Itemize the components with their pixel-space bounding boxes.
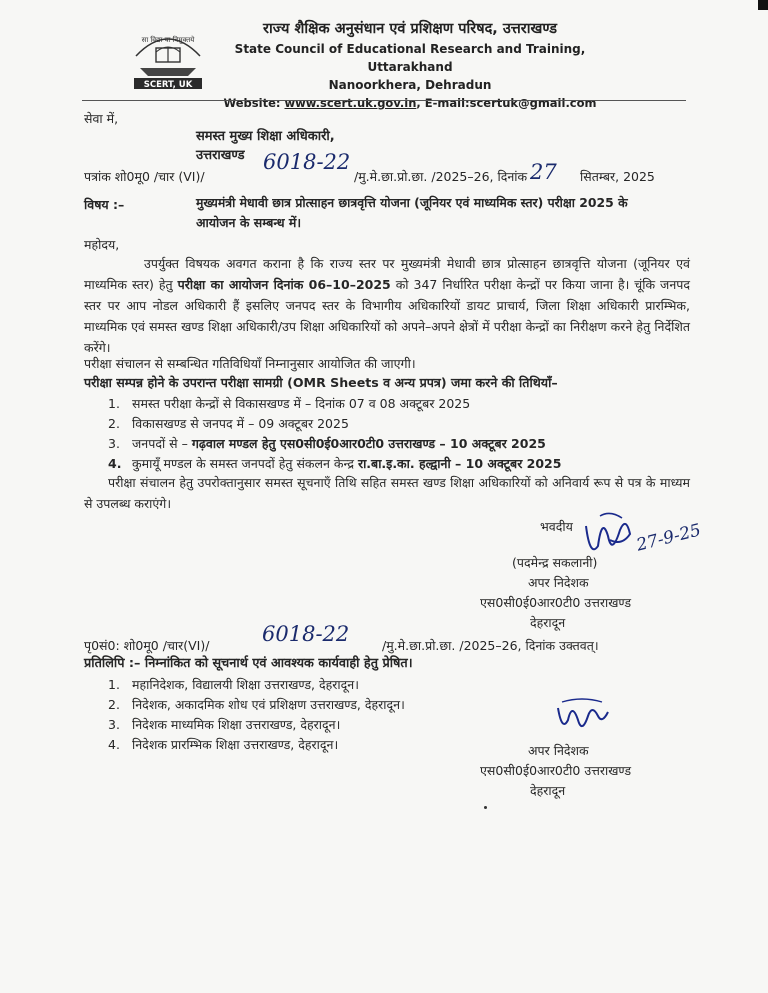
- letter-number-prefix: पत्रांक शो0मू0 /चार (VI)/: [84, 169, 205, 184]
- endorsement-prefix: पृ0सं0: शो0मू0 /चार(VI)/: [84, 638, 210, 653]
- recipient-line2: उत्तराखण्ड: [196, 148, 245, 163]
- signatory2-city: देहरादून: [530, 783, 566, 798]
- list-item: 4. निदेशक प्रारम्भिक शिक्षा उत्तराखण्ड, देहरादून।: [108, 737, 339, 752]
- handwritten-date-day: 27: [530, 160, 557, 184]
- closing-bhavdiya: भवदीय: [540, 519, 573, 534]
- letterhead-title-english: State Council of Educational Research and Training, Uttarakhand: [234, 42, 586, 74]
- copy-to-list: [108, 675, 405, 755]
- letter-month-year: सितम्बर, 2025: [580, 169, 655, 184]
- subject-label: विषय :–: [84, 197, 125, 212]
- copy-to-heading: प्रतिलिपि :– निम्नांकित को सूचनार्थ एवं आवश्यक कार्यवाही हेतु प्रेषित।: [84, 656, 413, 671]
- seva-label: सेवा में,: [84, 111, 119, 126]
- salutation: महोदय,: [84, 237, 120, 252]
- list-item: 3. निदेशक माध्यमिक शिक्षा उत्तराखण्ड, देहरादून।: [108, 717, 341, 732]
- list-item: 1. समस्त परीक्षा केन्द्रों से विकासखण्ड में – दिनांक 07 व 08 अक्टूबर 2025: [108, 396, 471, 411]
- scert-logo: [126, 22, 210, 92]
- body-paragraph-3: परीक्षा संचालन हेतु उपरोक्तानुसार समस्त सूचनाएँ तिथि सहित समस्त खण्ड शिक्षा अधिकारियों को अनिवार्य रूप से पत्र के माध्यम से उपलब्ध कराएंगे।: [84, 475, 690, 511]
- recipient-line1: समस्त मुख्य शिक्षा अधिकारी,: [196, 129, 335, 144]
- website-link[interactable]: www.scert.uk.gov.in: [284, 96, 417, 110]
- list-item: 2. विकासखण्ड से जनपद में – 09 अक्टूबर 2025: [108, 416, 349, 431]
- list-item: 3. जनपदों से – गढ़वाल मण्डल हेतु एस0सी0ई0आर0टी0 उत्तराखण्ड – 10 अक्टूबर 2025: [108, 436, 546, 451]
- letter-number-suffix: /मु.मे.छा.प्रो.छा. /2025–26, दिनांक: [354, 169, 528, 184]
- subject-line2: आयोजन के सम्बन्ध में।: [196, 215, 302, 230]
- body-paragraph-2: परीक्षा संचालन से सम्बन्धित गतिविधियाँ निम्नानुसार आयोजित की जाएगी।: [84, 356, 416, 371]
- logo-caption: SCERT, UK: [143, 80, 193, 90]
- handwritten-letter-number: 6018-22: [263, 150, 351, 174]
- exam-date-highlight: परीक्षा का आयोजन दिनांक 06–10–2025: [177, 277, 391, 292]
- list-item: 2. निदेशक, अकादमिक शोध एवं प्रशिक्षण उत्तराखण्ड, देहरादून।: [108, 697, 405, 712]
- header-divider: [82, 100, 686, 101]
- endorsement-suffix: /मु.मे.छा.प्रो.छा. /2025–26, दिनांक उक्तवत्।: [382, 638, 599, 653]
- signature-2: [552, 694, 612, 738]
- list-item: 1. महानिदेशक, विद्यालयी शिक्षा उत्तराखण्ड, देहरादून।: [108, 677, 359, 692]
- body-p1-part-c: को 347 निर्धारित परीक्षा केन्द्रों पर किया जाना है। चूंकि जनपद स्तर पर आप नोडल अधिकारी हैं इसलिए जनपद स्तर के विभागीय अधिकारियों डायट प्राचार्य, जिला शिक्षा अधिकारी प्रारम्भिक, माध्यमिक एवं समस्त खण्ड शिक्षा अधिकारी/उप शिक्षा अधिकारियों को अपने–अपने क्षेत्रों में परीक्षा केन्द्रों का निरीक्षण करने हेतु निर्देशित करेंगे।: [84, 277, 690, 355]
- signatory-designation: अपर निदेशक: [528, 575, 589, 590]
- body-paragraph-1: [84, 253, 690, 358]
- subject-line1: मुख्यमंत्री मेधावी छात्र प्रोत्साहन छात्रवृत्ति योजना (जूनियर एवं माध्यमिक स्तर) परीक्षा 2025 के: [196, 195, 628, 210]
- corner-mark: [758, 0, 768, 10]
- signatory2-office: एस0सी0ई0आर0टी0 उत्तराखण्ड: [480, 763, 632, 778]
- list-item: 4. कुमायूँ मण्डल के समस्त जनपदों हेतु संकलन केन्द्र रा.बा.इ.का. हल्द्वानी – 10 अक्टूबर 2025: [108, 456, 562, 471]
- signatory-name: (पदमेन्द्र सकलानी): [512, 555, 598, 570]
- letterhead: [200, 18, 620, 112]
- body-p1-part-a: उपर्युक्त विषयक अवगत कराना है कि राज्य स्तर पर मुख्यमंत्री मेधावी छात्र प्रोत्साहन छात्रवृत्ति योजना (जूनियर एवं माध्यमिक स्तर) हेतु: [84, 256, 690, 292]
- signatory-city: देहरादून: [530, 615, 566, 630]
- signature-date: 27-9-25: [634, 520, 704, 556]
- ink-dot: [484, 806, 487, 809]
- letterhead-title-hindi: राज्य शैक्षिक अनुसंधान एवं प्रशिक्षण परिषद, उत्तराखण्ड: [263, 21, 557, 37]
- signatory-office: एस0सी0ई0आर0टी0 उत्तराखण्ड: [480, 595, 632, 610]
- svg-text:सा विद्या या विमुक्तये: सा विद्या या विमुक्तये: [141, 36, 195, 44]
- submission-dates-heading: परीक्षा सम्पन्न होने के उपरान्त परीक्षा सामग्री (OMR Sheets व अन्य प्रपत्र) जमा करने की तिथियाँ–: [84, 375, 558, 390]
- handwritten-endorsement-number: 6018-22: [262, 622, 350, 646]
- email-text: , E-mail:scertuk@gmail.com: [416, 96, 597, 110]
- letterhead-contact: [200, 94, 620, 112]
- signatory2-designation: अपर निदेशक: [528, 743, 589, 758]
- website-label: Website:: [223, 96, 285, 110]
- letterhead-address: Nanoorkhera, Dehradun: [328, 78, 492, 92]
- submission-dates-list: [108, 394, 561, 474]
